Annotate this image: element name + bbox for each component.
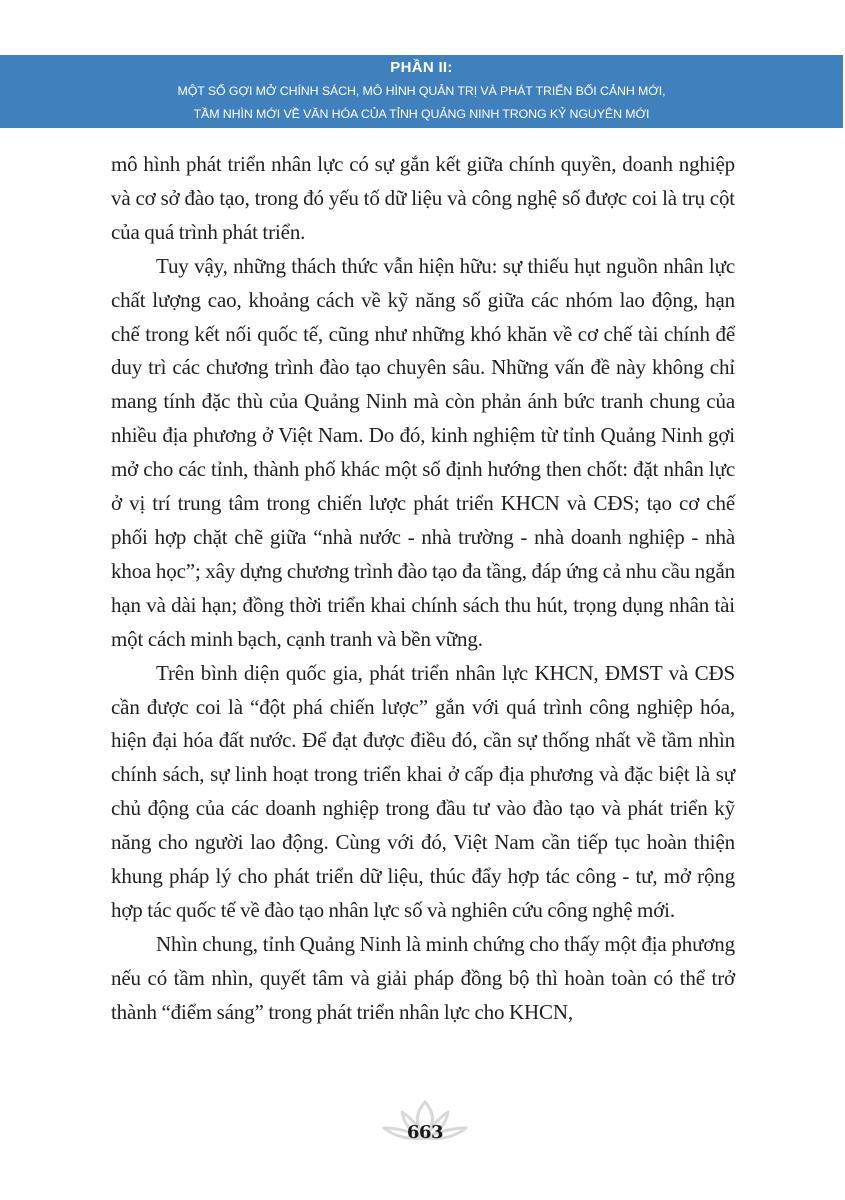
page-number: 663 (406, 1122, 444, 1143)
section-header-banner (0, 55, 843, 128)
paragraph: Trên bình diện quốc gia, phát triển nhân lực KHCN, ĐMST và CĐS cần được coi là “đột phá chiến lược” gắn với quá trình công nghiệp hóa, hiện đại hóa đất nước. Để đạt được điều đó, cần sự thống nhất về tầm nhìn chính sách, sự linh hoạt trong triển khai ở cấp địa phương và đặc biệt là sự chủ động của các doanh nghiệp trong đầu tư vào đào tạo và phát triển kỹ năng cho người lao động. Cùng với đó, Việt Nam cần tiếp tục hoàn thiện khung pháp lý cho phát triển dữ liệu, thúc đẩy hợp tác công - tư, mở rộng hợp tác quốc tế về đào tạo nhân lực số và nghiên cứu công nghệ mới. (111, 660, 735, 922)
body-text (111, 148, 735, 1030)
part-title: PHẦN II: (390, 59, 453, 76)
paragraph: Nhìn chung, tỉnh Quảng Ninh là minh chứng cho thấy một địa phương nếu có tầm nhìn, quyết tâm và giải pháp đồng bộ thì hoàn toàn có thể trở thành “điểm sáng” trong phát triển nhân lực cho KHCN, (111, 931, 735, 1024)
section-subtitle-line-1: MỘT SỐ GỢI MỞ CHÍNH SÁCH, MÔ HÌNH QUẢN TRỊ VÀ PHÁT TRIỂN BỐI CẢNH MỚI, (177, 84, 666, 98)
paragraph-continuation: mô hình phát triển nhân lực có sự gắn kết giữa chính quyền, doanh nghiệp và cơ sở đào tạo, trong đó yếu tố dữ liệu và công nghệ số được coi là trụ cột của quá trình phát triển. (111, 152, 735, 244)
page-footer (380, 1098, 470, 1150)
section-subtitle-line-2: TẦM NHÌN MỚI VỀ VĂN HÓA CỦA TỈNH QUẢNG NINH TRONG KỶ NGUYÊN MỚI (193, 107, 650, 121)
paragraph: Tuy vậy, những thách thức vẫn hiện hữu: sự thiếu hụt nguồn nhân lực chất lượng cao, khoảng cách về kỹ năng số giữa các nhóm lao động, hạn chế trong kết nối quốc tế, cũng như những khó khăn về cơ chế tài chính để duy trì các chương trình đào tạo chuyên sâu. Những vấn đề này không chỉ mang tính đặc thù của Quảng Ninh mà còn phản ánh bức tranh chung của nhiều địa phương ở Việt Nam. Do đó, kinh nghiệm từ tỉnh Quảng Ninh gợi mở cho các tỉnh, thành phố khác một số định hướng then chốt: đặt nhân lực ở vị trí trung tâm trong chiến lược phát triển KHCN và CĐS; tạo cơ chế phối hợp chặt chẽ giữa “nhà nước - nhà trường - nhà doanh nghiệp - nhà khoa học”; xây dựng chương trình đào tạo đa tầng, đáp ứng cả nhu cầu ngắn hạn và dài hạn; đồng thời triển khai chính sách thu hút, trọng dụng nhân tài một cách minh bạch, cạnh tranh và bền vững. (111, 253, 735, 651)
